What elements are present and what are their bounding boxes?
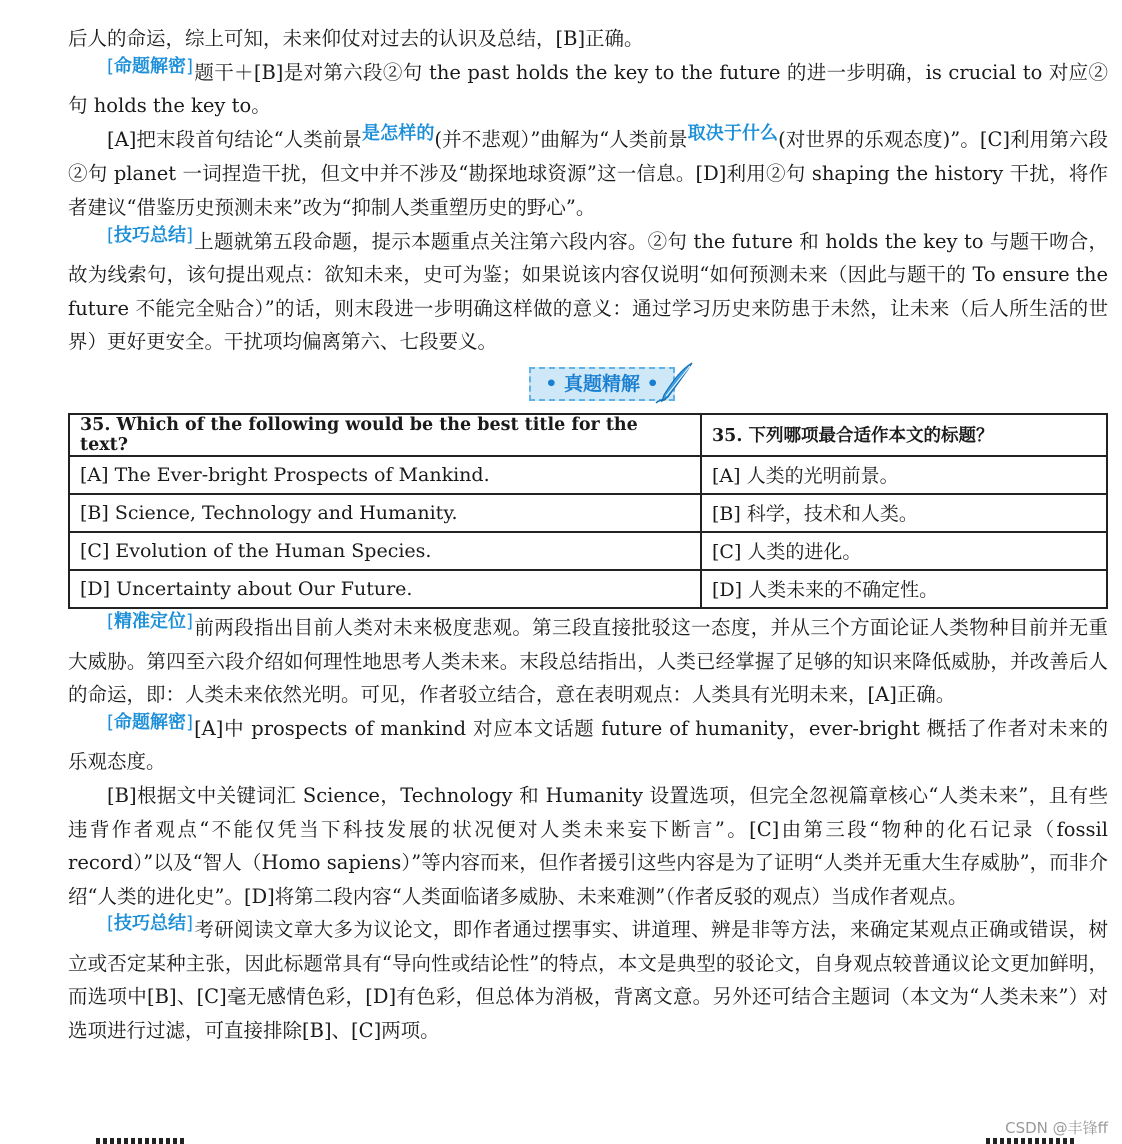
question-header-cn: 35. 下列哪项最合适作本文的标题？	[701, 414, 1107, 456]
paragraph-distractor-analysis	[68, 123, 1108, 225]
question-options-table	[68, 413, 1108, 609]
table-row	[69, 570, 1107, 608]
highlight-what-is: 是怎样的	[362, 122, 435, 144]
option-d-cn: [D] 人类未来的不确定性。	[701, 570, 1107, 608]
paragraph-text: [A]中 prospects of mankind 对应本文话题 future of humanity，ever-bright 概括了作者对未来的乐观态度。	[68, 716, 1108, 774]
paragraph-text: 考研阅读文章大多为议论文，即作者通过摆事实、讲道理、辨是非等方法，来确定某观点正确或错误，树立或否定某种主张，因此标题常具有“导向性或结论性”的特点，本文是典型的驳论文，自身观点较普通议论文更加鲜明，而选项中[B]、[C]毫无感情色彩，[D]有色彩，但总体为消极，背离文意。另外还可结合主题词（本文为“人类未来”）对选项进行过滤，可直接排除[B]、[C]两项。	[68, 918, 1108, 1043]
table-row	[69, 456, 1107, 494]
option-c-en: [C] Evolution of the Human Species.	[69, 532, 701, 570]
option-b-cn: [B] 科学，技术和人类。	[701, 494, 1107, 532]
option-a-cn: [A] 人类的光明前景。	[701, 456, 1107, 494]
watermark: CSDN @丰锋ff	[1005, 1119, 1108, 1137]
paragraph-proposition-decoding-2	[68, 712, 1108, 779]
document-page	[68, 22, 1108, 1048]
tag-proposition-decoding: [ 命题解密 ]	[107, 713, 193, 733]
paragraph-proposition-decoding	[68, 56, 1108, 123]
paragraph-text: (并不悲观）”曲解为“人类前景	[434, 127, 688, 151]
paragraph-skill-summary-2	[68, 913, 1108, 1047]
section-banner	[68, 361, 1108, 405]
paragraph-conclusion: 后人的命运，综上可知，未来仰仗对过去的认识及总结，[B]正确。	[68, 27, 644, 50]
tag-proposition-decoding: [ 命题解密 ]	[107, 57, 193, 77]
quill-pen-icon	[652, 361, 696, 405]
footer-decoration-right	[986, 1138, 1076, 1144]
option-c-cn: [C] 人类的进化。	[701, 532, 1107, 570]
paragraph-text: 题干＋[B]是对第六段②句 the past holds the key to the future 的进一步明确，is crucial to 对应②句 holds the key to。	[68, 60, 1108, 118]
paragraph-precise-location	[68, 611, 1108, 712]
question-header-en: 35. Which of the following would be the best title for the text?	[69, 414, 701, 456]
option-b-en: [B] Science, Technology and Humanity.	[69, 494, 701, 532]
paragraph-distractor-analysis-2: [B]根据文中关键词汇 Science，Technology 和 Humanity 设置选项，但完全忽视篇章核心“人类未来”，且有些违背作者观点“不能仅凭当下科技发展的状况便对人类未来妄下断言”。[C]由第三段“物种的化石记录（fossil record）”以及“智人（Homo sapiens）”等内容而来，但作者援引这些内容是为了证明“人类并无重大生存威胁”，而非介绍“人类的进化史”。[D]将第二段内容“人类面临诸多威胁、未来难测”（作者反驳的观点）当成作者观点。	[68, 783, 1108, 908]
paragraph-skill-summary	[68, 225, 1108, 359]
table-row	[69, 494, 1107, 532]
highlight-depends-on: 取决于什么	[687, 122, 779, 144]
paragraph-text: 前两段指出目前人类对未来极度悲观。第三段直接批驳这一态度，并从三个方面论证人类物种目前并无重大威胁。第四至六段介绍如何理性地思考人类未来。末段总结指出，人类已经掌握了足够的知识来降低威胁，并改善后人的命运，即：人类未来依然光明。可见，作者驳立结合，意在表明观点：人类具有光明未来，[A]正确。	[68, 615, 1108, 707]
tag-precise-location: [ 精准定位 ]	[107, 612, 193, 632]
option-a-en: [A] The Ever-bright Prospects of Mankind.	[69, 456, 701, 494]
table-row	[69, 532, 1107, 570]
option-d-en: [D] Uncertainty about Our Future.	[69, 570, 701, 608]
paragraph-text: [A]把末段首句结论“人类前景	[107, 127, 363, 151]
footer-decoration-left	[96, 1138, 186, 1144]
banner-label: • 真题精解 •	[529, 367, 675, 401]
tag-skill-summary: [ 技巧总结 ]	[107, 226, 193, 246]
table-header-row	[69, 414, 1107, 456]
paragraph-text: 上题就第五段命题，提示本题重点关注第六段内容。②句 the future 和 holds the key to 与题干吻合，故为线索句，该句提出观点：欲知未来，史可为鉴；如果说该内容仅说明“如何预测未来（因此与题干的 To ensure the future 不能完全贴合）”的话，则末段进一步明确这样做的意义：通过学习历史来防患于未然，让未来（后人所生活的世界）更好更安全。干扰项均偏离第六、七段要义。	[68, 229, 1108, 354]
paragraph-text: (对世界的乐观态度)”。[C]利用第六段②句 planet 一词捏造干扰，但文中并不涉及“勘探地球资源”这一信息。[D]利用②句 shaping the history 干扰，将作者建议“借鉴历史预测未来”改为“抑制人类重塑历史的野心”。	[68, 127, 1109, 219]
tag-skill-summary: [ 技巧总结 ]	[107, 914, 193, 934]
